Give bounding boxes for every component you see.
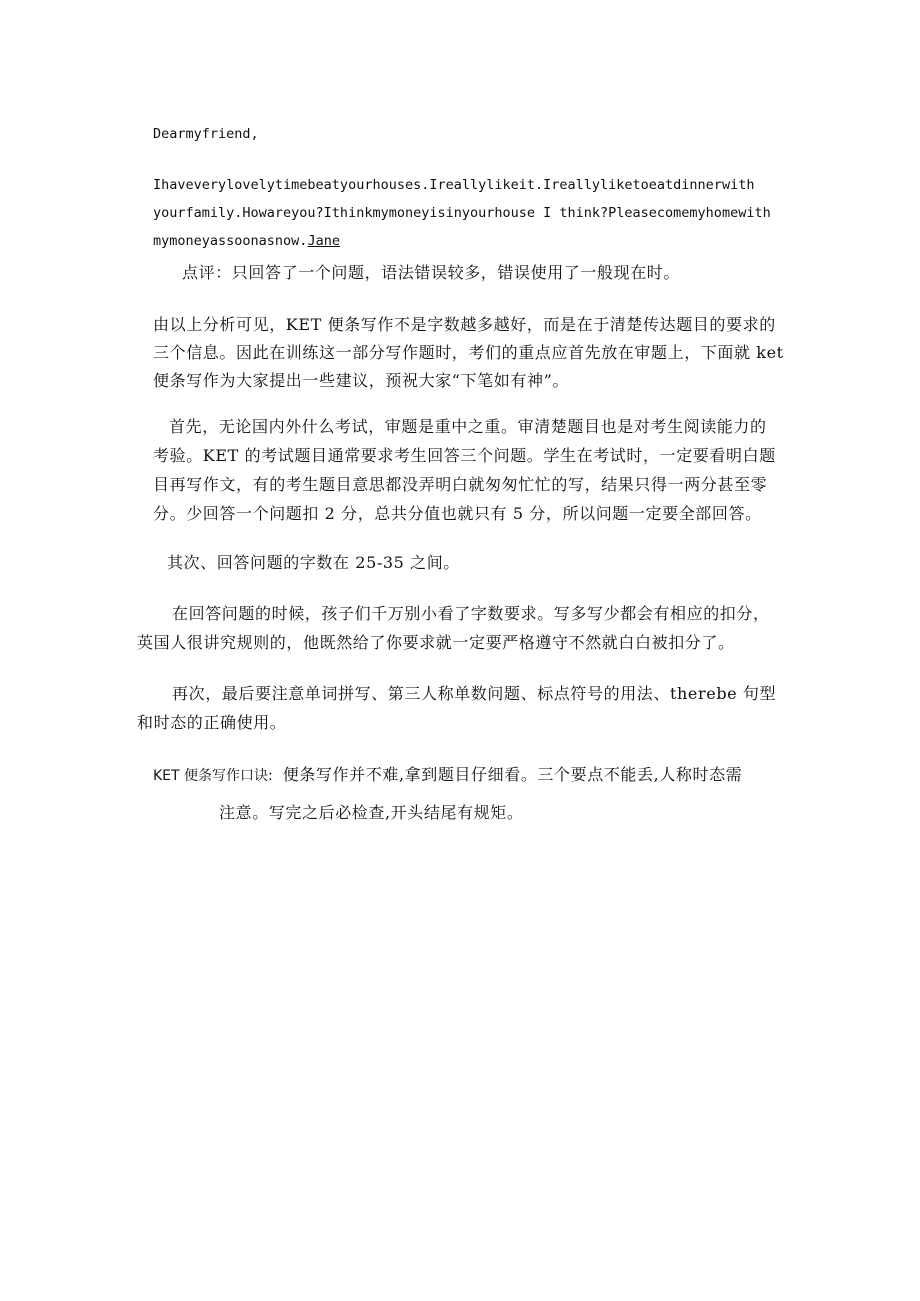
first-point-line-3: 目再写作文，有的考生题目意思都没弄明白就匆匆忙忙的写，结果只得一两分甚至零	[153, 475, 768, 494]
letter-body-line-2: yourfamily.Howareyou?Ithinkmymoneyisinyourhouse I think?Pleasecomemyhomewith	[153, 205, 771, 221]
word-count-line-1: 在回答问题的时候，孩子们千万别小看了字数要求。写多写少都会有相应的扣分，	[172, 604, 770, 623]
analysis-line-3: 便条写作为大家提出一些建议，预祝大家“下笔如有神”。	[153, 371, 569, 390]
first-point-line-2: 考验。KET 的考试题目通常要求考生回答三个问题。学生在考试时，一定要看明白题	[153, 446, 776, 465]
mnemonic-label: KET 便条写作口诀:	[153, 768, 273, 784]
comment-text: 点评：只回答了一个问题，语法错误较多，错误使用了一般现在时。	[182, 263, 681, 282]
letter-body-line-3	[153, 233, 340, 249]
second-point: 其次、回答问题的字数在 25-35 之间。	[167, 553, 460, 572]
mnemonic-text-1: 便条写作并不难,拿到题目仔细看。三个要点不能丢,人称时态需	[282, 765, 743, 784]
mnemonic-line-1	[153, 762, 742, 785]
analysis-line-2: 三个信息。因此在训练这一部分写作题时，考们的重点应首先放在审题上，下面就 ket	[153, 343, 784, 362]
letter-signature: Jane	[307, 233, 340, 249]
first-point-line-4: 分。少回答一个问题扣 2 分，总共分值也就只有 5 分，所以问题一定要全部回答。	[153, 504, 762, 523]
letter-body-line-3-text: mymoneyassoonasnow.	[153, 233, 308, 249]
third-point-line-2: 和时态的正确使用。	[137, 713, 287, 732]
letter-body-line-1: Ihaveverylovelytimebeatyourhouses.Ireallylikeit.Ireallyliketoeatdinnerwith	[153, 177, 755, 193]
first-point-line-1: 首先，无论国内外什么考试，审题是重中之重。审清楚题目也是对考生阅读能力的	[169, 417, 767, 436]
analysis-line-1: 由以上分析可见，KET 便条写作不是字数越多越好，而是在于清楚传达题目的要求的	[153, 315, 776, 334]
word-count-line-2: 英国人很讲究规则的，他既然给了你要求就一定要严格遵守不然就白白被扣分了。	[137, 633, 735, 652]
mnemonic-line-2: 注意。写完之后必检查,开头结尾有规矩。	[219, 803, 524, 822]
third-point-line-1: 再次，最后要注意单词拼写、第三人称单数问题、标点符号的用法、therebe 句型	[172, 684, 777, 703]
letter-greeting: Dearmyfriend,	[153, 126, 259, 142]
